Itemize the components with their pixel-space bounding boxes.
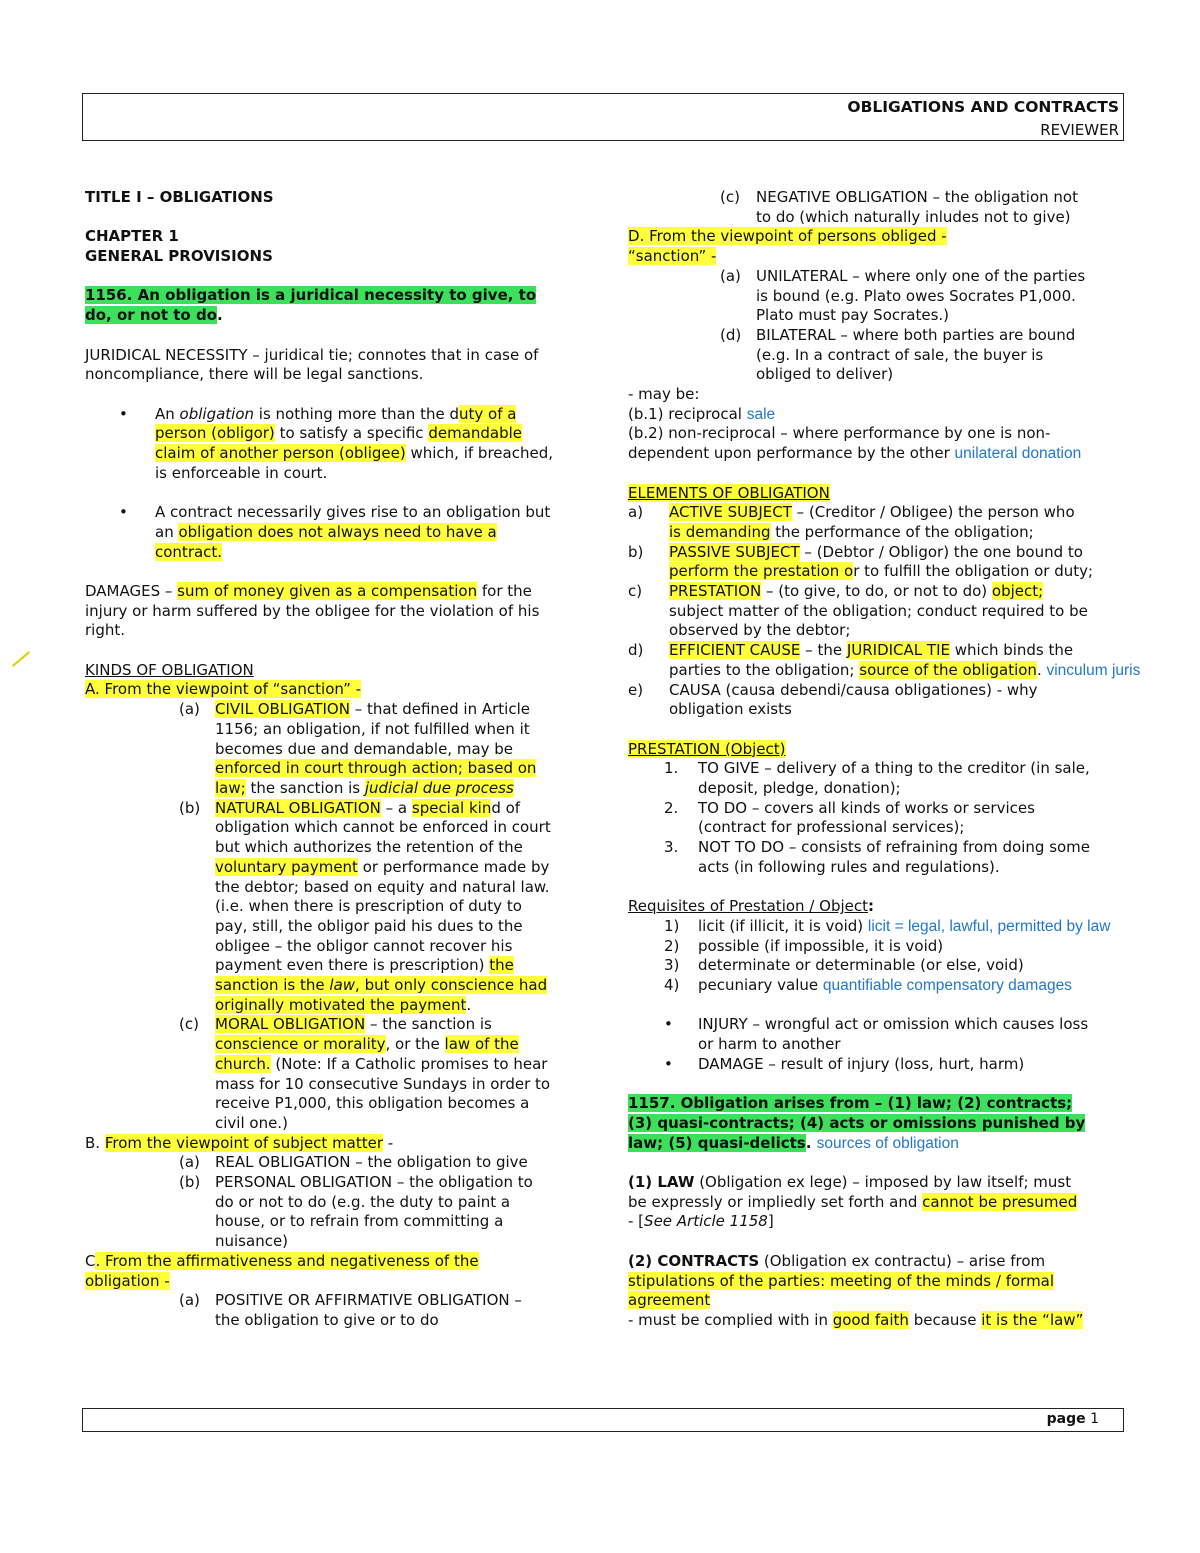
bullet-icon: • xyxy=(664,1054,673,1073)
header-subtitle: REVIEWER xyxy=(1040,121,1119,139)
positive-obligation: (a) POSITIVE OR AFFIRMATIVE OBLIGATION – the obligation to give or to do xyxy=(179,1291,522,1329)
civil-obligation: (a) CIVIL OBLIGATION – that defined in Article 1156; an obligation, if not fulfilled when it becomes due and demandable, may be enforced in court through action; based on law; the sanction is judicial due process xyxy=(179,700,537,797)
source-law: (1) LAW (Obligation ex lege) – imposed by law itself; must xyxy=(628,1173,1072,1192)
bullet-obligation: • An obligation is nothing more than the duty of a person (obligor) to satisfy a specific demandable claim of another person (obligee) which, if breached, is enforceable in court. xyxy=(119,404,553,482)
article-1156: 1156. An obligation is a juridical necessity to give, to xyxy=(85,286,537,305)
requisite-possible: 2) possible (if impossible, it is void) xyxy=(664,936,944,955)
element-active-subject: a) ACTIVE SUBJECT – (Creditor / Obligee) the person who is demanding the performance of the obligation; xyxy=(628,503,1075,541)
prestation-to-give: 1. TO GIVE – delivery of a thing to the creditor (in sale, deposit, pledge, donation); xyxy=(664,759,1090,798)
bullet-icon: • xyxy=(664,1015,673,1034)
element-efficient-cause: d) EFFICIENT CAUSE – the JURIDICAL TIE which binds the parties to the obligation; source of the obligation. vinculum juris xyxy=(628,641,1141,679)
may-be: - may be: xyxy=(628,385,700,404)
page-footer xyxy=(82,1408,1124,1432)
bullet-damage: • DAMAGE – result of injury (loss, hurt, harm) xyxy=(664,1054,1025,1073)
requisite-licit: 1) licit (if illicit, it is void) licit = legal, lawful, permitted by law xyxy=(664,916,1111,935)
bullet-contract: • A contract necessarily gives rise to an obligation but an obligation does not always need to have a contract. xyxy=(119,503,551,561)
requisite-determinate: 3) determinate or determinable (or else, void) xyxy=(664,956,1024,975)
prestation-not-to-do: 3. NOT TO DO – consists of refraining from doing some acts (in following rules and regulations). xyxy=(664,838,1091,876)
left-column: TITLE I – OBLIGATIONS CHAPTER 1 GENERAL PROVISIONS 1156. An obligation is a juridical necessity to give, to do, or not to do. JURIDICAL NECESSITY – juridical tie; connotes that in case of noncompliance, there will be legal sanctions. • An obligation is nothing more than the duty of a person (obligor) to satisfy a specific demandable claim of another person (obligee) which, if breached, is enforceable in court. • A contract necessarily gives rise to an obligation but an obligation does not always need to have a contract. DAMAGES – sum of money given as a compensation for the injury or harm suffered by the obligee for the violation of his right. KINDS OF OBLIGATION A. From the viewpoint of “sanction” - (a) CIVIL OBLIGATION – that defined in Article 1156; an obligation, if not fulfilled when it becomes due and demandable, may be enforced in court through action; based on law; the sanction is judicial due process (b) NATURAL OBLIGATION – a special kind of obligation which cannot be enforced in court but which authorizes the retention of the voluntary payment or performance made by the debtor; based on equity and natural law. (i.e. when there is prescription of duty to pay, still, the obligor paid his dues to the obligee – the obligor cannot recover his payment even there is prescription) the sanction is the law, but only conscience had originally motivated the payment. (c) MORAL OBLIGATION – the sanction is conscience or morality, or the law of the church. (Note: If a Catholic promises to hear mass for 10 consecutive Sundays in order to receive P1,000, this obligation becomes a civil one.) B. From the viewpoint of subject matter - (a) REAL OBLIGATION – the obligation to give (b) PERSONAL OBLIGATION – the obligation to do or not to do (e.g. the duty to paint a house, or to refrain from committing a nuisance) C. From the affirmativeness and negativeness of the obligation - (a) POSITIVE OR AFFIRMATIVE OBLIGATION – the obligation to give or to do xyxy=(85,188,585,1331)
page-number: page 1 xyxy=(1046,1411,1099,1427)
requisites-heading: Requisites of Prestation / Object: xyxy=(628,897,874,916)
element-causa: e) CAUSA (causa debendi/causa obligationes) - why obligation exists xyxy=(628,680,1038,719)
natural-obligation: (b) NATURAL OBLIGATION – a special kind of obligation which cannot be enforced in court but which authorizes the retention of the voluntary payment or performance made by the debtor; based on equity and natural law. (i.e. when there is prescription of duty to pay, still, the obligor paid his dues to the obligee – the obligor cannot recover his payment even there is prescription) the sanction is the law, but only conscience had originally motivated the payment. xyxy=(179,798,551,1014)
chapter-name: GENERAL PROVISIONS xyxy=(85,247,273,266)
bullet-icon: • xyxy=(119,503,128,522)
juridical-necessity: JURIDICAL NECESSITY – juridical tie; connotes that in case of xyxy=(85,345,539,364)
right-column: (c) NEGATIVE OBLIGATION – the obligation not to do (which naturally inludes not to give) D. From the viewpoint of persons obliged - “sanction” - (a) UNILATERAL – where only one of the parties is bound (e.g. Plato owes Socrates P1,000. Plato must pay Socrates.) (d) BILATERAL – where both parties are bound (e.g. In a contract of sale, the buyer is obliged to deliver) - may be: (b.1) reciprocal sale (b.2) non-reciprocal – where performance by one is non- dependent upon performance by the other unilateral donation ELEMENTS OF OBLIGATION a) ACTIVE SUBJECT – (Creditor / Obligee) the person who is demanding the performance of the obligation; b) PASSIVE SUBJECT – (Debtor / Obligor) the one bound to perform the prestation or to fulfill the obligation or duty; c) PRESTATION – (to give, to do, or not to do) object; subject matter of the obligation; conduct required to be observed by the debtor; d) EFFICIENT CAUSE – the JURIDICAL TIE which binds the parties to the obligation; source of the obligation. vinculum juris e) CAUSA (causa debendi/causa obligationes) - why obligation exists PRESTATION (Object) 1. TO GIVE – delivery of a thing to the creditor (in sale, deposit, pledge, donation); 2. TO DO – covers all kinds of works or services (contract for professional services); 3. NOT TO DO – consists of refraining from doing some acts (in following rules and regulations). Requisites of Prestation / Object: 1) licit (if illicit, it is void) licit = legal, lawful, permitted by law 2) possible (if impossible, it is void) 3) determinate or determinable (or else, void) 4) pecuniary value quantifiable compensatory damages • INJURY – wrongful act or omission which causes loss or harm to another • DAMAGE – result of injury (loss, hurt, harm) 1157. Obligation arises from – (1) law; (2) contracts; (3) quasi-contracts; (4) acts or omissions punished by law; (5) quasi-delicts. sources of obligation (1) LAW (Obligation ex lege) – imposed by law itself; must be expressly or impliedly set forth and cannot be presumed - [See Article 1158] (2) CONTRACTS (Obligation ex contractu) – arise from stipulations of the parties: meeting of the minds / formal agreement - must be complied with in good faith because it is the “law” xyxy=(628,188,1168,1331)
chapter-heading: CHAPTER 1 xyxy=(85,227,179,246)
requisite-pecuniary: 4) pecuniary value quantifiable compensatory damages xyxy=(664,976,1072,995)
non-reciprocal: (b.2) non-reciprocal – where performance by one is non- xyxy=(628,424,1051,443)
moral-obligation: (c) MORAL OBLIGATION – the sanction is conscience or morality, or the law of the church. (Note: If a Catholic promises to hear mass for 10 consecutive Sundays in order to receive P1,000, this obligation becomes a civil one.) xyxy=(179,1015,551,1132)
negative-obligation: (c) NEGATIVE OBLIGATION – the obligation not to do (which naturally inludes not to give) xyxy=(720,188,1078,226)
section-d: D. From the viewpoint of persons obliged - xyxy=(628,227,947,246)
source-contracts: (2) CONTRACTS (Obligation ex contractu) – arise from xyxy=(628,1251,1046,1270)
bullet-icon: • xyxy=(119,404,128,423)
section-b: B. From the viewpoint of subject matter - xyxy=(85,1133,394,1152)
real-obligation: (a) REAL OBLIGATION – the obligation to give xyxy=(179,1153,528,1172)
reciprocal: (b.1) reciprocal sale xyxy=(628,404,776,423)
element-prestation: c) PRESTATION – (to give, to do, or not to do) object; subject matter of the obligation; conduct required to be observed by the debtor; xyxy=(628,582,1088,640)
bullet-injury: • INJURY – wrongful act or omission which causes loss or harm to another xyxy=(664,1015,1089,1054)
prestation-heading: PRESTATION (Object) xyxy=(628,739,786,758)
unilateral-obligation: (a) UNILATERAL – where only one of the parties is bound (e.g. Plato owes Socrates P1,000. Plato must pay Socrates.) xyxy=(720,266,1086,325)
article-1157: 1157. Obligation arises from – (1) law; (2) contracts; xyxy=(628,1094,1073,1113)
kinds-heading: KINDS OF OBLIGATION xyxy=(85,660,254,679)
page-header xyxy=(82,93,1124,141)
element-passive-subject: b) PASSIVE SUBJECT – (Debtor / Obligor) the one bound to perform the prestation or to fulfill the obligation or duty; xyxy=(628,542,1094,581)
title-heading: TITLE I – OBLIGATIONS xyxy=(85,188,274,206)
elements-heading: ELEMENTS OF OBLIGATION xyxy=(628,483,830,502)
section-a: A. From the viewpoint of “sanction” - xyxy=(85,680,362,699)
damages-definition: DAMAGES – sum of money given as a compensation for the xyxy=(85,581,532,600)
stray-mark xyxy=(12,651,30,667)
bilateral-obligation: (d) BILATERAL – where both parties are bound (e.g. In a contract of sale, the buyer is obliged to deliver) xyxy=(720,325,1076,384)
header-title: OBLIGATIONS AND CONTRACTS xyxy=(847,98,1119,116)
section-c: C. From the affirmativeness and negativeness of the xyxy=(85,1251,479,1270)
prestation-to-do: 2. TO DO – covers all kinds of works or services (contract for professional services); xyxy=(664,798,1035,837)
personal-obligation: (b) PERSONAL OBLIGATION – the obligation to do or not to do (e.g. the duty to paint a house, or to refrain from committing a nuisance) xyxy=(179,1173,533,1251)
